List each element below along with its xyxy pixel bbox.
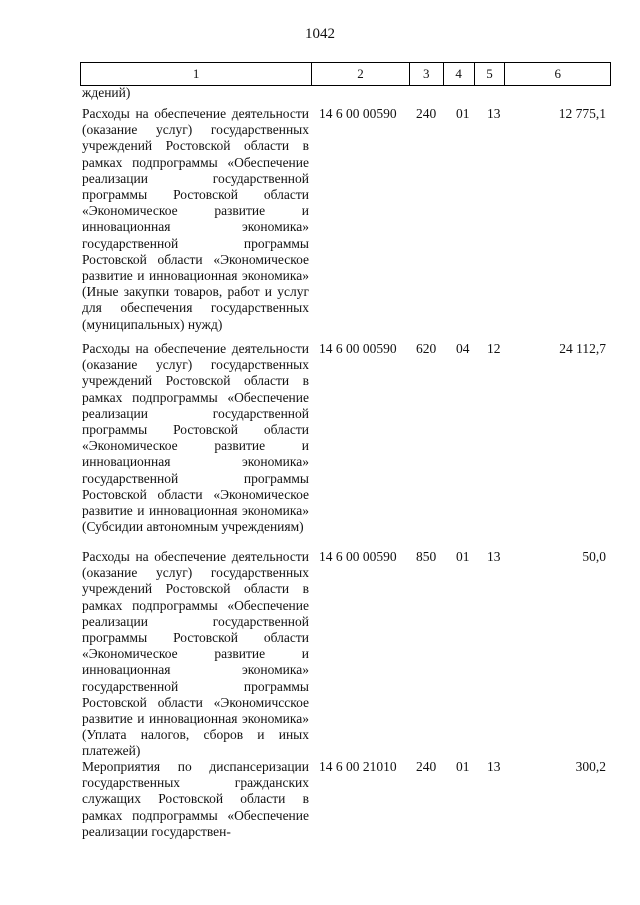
row-description: Расходы на обеспечение деятельности (оказание услуг) государственных учреждений Ростовской области в рамках подпрограммы «Обеспечение реализации государственной программы Ростовской области «Экономическое развитие и инновационная экономика» государственной программы Ростовской области «Экономическое развитие и инновационная экономика» (Иные закупки товаров, работ и услуг для обеспечения государственных (муниципальных) нужд) — [82, 106, 309, 332]
row-subsection: 13 — [487, 106, 501, 121]
row-description: Мероприятия по диспансеризации государственных гражданских служащих Ростовской области в рамках подпрограммы «Обеспечение реализации государствен- — [82, 759, 309, 839]
row-section: 01 — [456, 106, 470, 121]
row-section: 04 — [456, 341, 470, 356]
row-expense-type: 620 — [416, 341, 437, 356]
row-expense-type: 850 — [416, 549, 437, 564]
row-expense-type: 240 — [416, 759, 437, 774]
row-sum: 300,2 — [575, 759, 606, 774]
header-col-1: 1 — [81, 63, 312, 85]
continuation-text: ждений) — [82, 85, 131, 100]
row-subsection: 12 — [487, 341, 501, 356]
header-col-3: 3 — [410, 63, 444, 85]
page-number: 1042 — [305, 26, 335, 42]
table-header — [80, 62, 611, 86]
row-sum: 24 112,7 — [559, 341, 606, 356]
row-code: 14 6 00 00590 — [319, 106, 397, 121]
row-subsection: 13 — [487, 759, 501, 774]
header-col-6: 6 — [554, 66, 561, 81]
row-subsection: 13 — [487, 549, 501, 564]
header-col-5: 5 — [475, 63, 506, 85]
header-col-2: 2 — [312, 63, 410, 85]
row-description: Расходы на обеспечение деятельности (оказание услуг) государственных учреждений Ростовской области в рамках подпрограммы «Обеспечение реализации государственной программы Ростовской области «Экономическое развитие и инновационная экономика» государственной программы Ростовской области «Экономическое развитие и инновационная экономика» (Субсидии автономным учреждениям) — [82, 341, 309, 535]
row-sum: 50,0 — [582, 549, 606, 564]
row-code: 14 6 00 21010 — [319, 759, 397, 774]
row-section: 01 — [456, 549, 470, 564]
row-sum: 12 775,1 — [558, 106, 606, 121]
header-col-4: 4 — [444, 63, 475, 85]
row-section: 01 — [456, 759, 470, 774]
row-expense-type: 240 — [416, 106, 437, 121]
row-code: 14 6 00 00590 — [319, 549, 397, 564]
row-description: Расходы на обеспечение деятельности (оказание услуг) государственных учреждений Ростовской области в рамках подпрограммы «Обеспечение реализации государственной программы Ростовской области «Экономическое развитие и инновационная экономика» государственной программы Ростовской области «Экономичсское развитие и инновационная экономика» (Уплата налогов, сборов и иных платежей) — [82, 549, 309, 759]
row-code: 14 6 00 00590 — [319, 341, 397, 356]
